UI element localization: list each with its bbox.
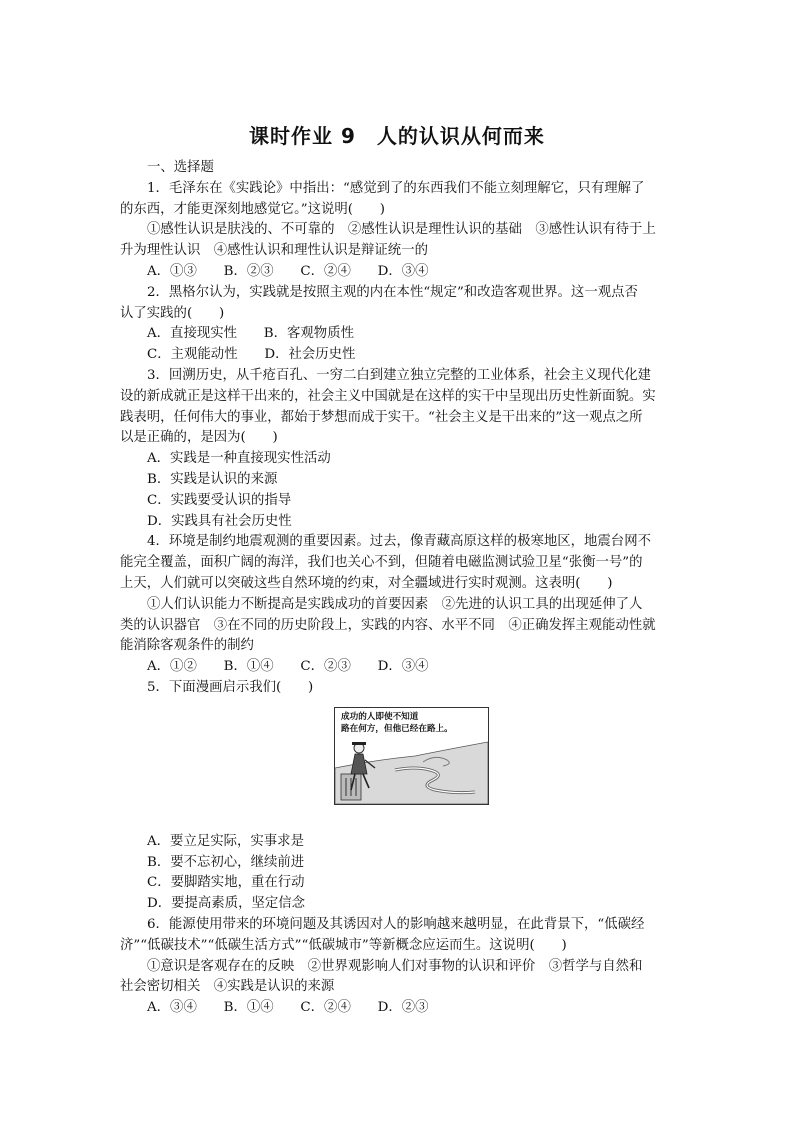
- q2-stem-cont: 认了实践的( ): [120, 305, 225, 321]
- q4-stem-cont: 上天，人们就可以突破这些自然环境的约束，对全疆域进行实时观测。这表明( ): [120, 575, 613, 591]
- q6-item-cont: 社会密切相关 ④实践是认识的来源: [120, 979, 335, 995]
- cartoon-image: [334, 707, 489, 805]
- q6-stem-cont: 济”“低碳技术”“低碳生活方式”“低碳城市”等新概念应运而生。这说明( ): [120, 937, 567, 953]
- q6-stem: 6．能源使用带来的环境问题及其诱因对人的影响越来越明显，在此背景下，“低碳经: [147, 916, 645, 932]
- q5-option-d: D．要提高素质，坚定信念: [147, 896, 306, 912]
- q1-options: A．①③ B．②③ C．②④ D．③④: [147, 263, 429, 279]
- question-list: [120, 158, 656, 1019]
- q2-stem: 2．黑格尔认为，实践就是按照主观的内在本性“规定”和改造客观世界。这一观点否: [147, 284, 638, 300]
- q3-option-a: A．实践是一种直接现实性活动: [147, 451, 331, 467]
- q2-options-cd: C．主观能动性 D．社会历史性: [147, 347, 356, 363]
- q1-stem-cont: 的东西，才能更深刻地感觉它。”这说明( ): [120, 201, 386, 217]
- q4-item-cont: 类的认识器官 ③在不同的历史阶段上，实践的内容、水平不同 ④正确发挥主观能动性就: [120, 617, 656, 633]
- q5-option-a: A．要立足实际，实事求是: [147, 833, 304, 849]
- cartoon-caption: 成功的人即使不知道 路在何方，但他已经在路上。: [341, 711, 453, 734]
- q4-stem-cont: 能完全覆盖，面积广阔的海洋，我们也关心不到，但随着电磁监测试验卫星“张衡一号”的: [120, 555, 643, 571]
- q3-option-d: D．实践具有社会历史性: [147, 513, 292, 529]
- q5-option-b: B．要不忘初心，继续前进: [147, 854, 305, 870]
- q3-stem-cont: 践表明，任何伟大的事业，都始于梦想而成于实干。“社会主义是干出来的”这一观点之所: [120, 409, 643, 425]
- q1-item-cont: 升为理性认识 ④感性认识和理性认识是辩证统一的: [120, 243, 428, 259]
- q4-item: ①人们认识能力不断提高是实践成功的首要因素 ②先进的认识工具的出现延伸了人: [147, 596, 643, 612]
- q3-option-c: C．实践要受认识的指导: [147, 492, 292, 508]
- section-heading: 一、选择题: [147, 160, 214, 175]
- cartoon-figure: [147, 699, 647, 832]
- q1-stem: 1．毛泽东在《实践论》中指出：“感觉到了的东西我们不能立刻理解它，只有理解了: [147, 180, 645, 196]
- q3-stem: 3．回溯历史，从千疮百孔、一穷二白到建立独立完整的工业体系，社会主义现代化建: [147, 367, 651, 383]
- q6-item: ①意识是客观存在的反映 ②世界观影响人们对事物的认识和评价 ③哲学与自然和: [147, 958, 643, 974]
- q5-stem: 5．下面漫画启示我们( ): [147, 679, 314, 695]
- q2-options-ab: A．直接现实性 B．客观物质性: [147, 326, 354, 342]
- q4-stem: 4．环境是制约地震观测的重要因素。过去，像青藏高原这样的极寒地区，地震台网不: [147, 534, 651, 550]
- q3-stem-cont: 以是正确的，是因为( ): [120, 430, 278, 446]
- q3-stem-cont: 设的新成就正是这样干出来的，社会主义中国就是在这样的实干中呈现出历史性新面貌。实: [120, 388, 656, 404]
- q5-option-c: C．要脚踏实地，重在行动: [147, 875, 305, 891]
- q3-option-b: B．实践是认识的来源: [147, 471, 278, 487]
- q6-options: A．③④ B．①④ C．②④ D．②③: [147, 1000, 429, 1016]
- q4-options: A．①② B．①④ C．②③ D．③④: [147, 659, 429, 675]
- q4-item-cont: 能消除客观条件的制约: [120, 638, 254, 654]
- q1-item: ①感性认识是肤浅的、不可靠的 ②感性认识是理性认识的基础 ③感性认识有待于上: [147, 222, 656, 238]
- page-title: 课时作业 9 人的认识从何而来: [249, 124, 545, 148]
